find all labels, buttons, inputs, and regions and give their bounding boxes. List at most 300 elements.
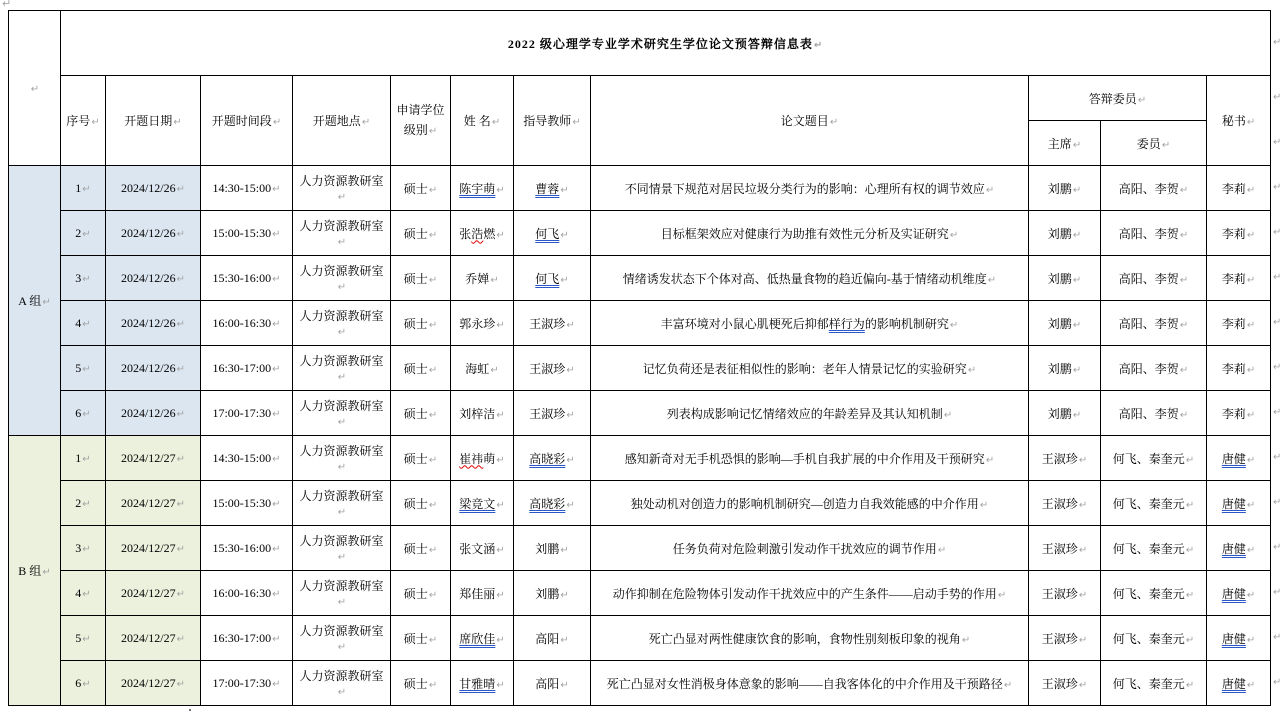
seq-cell[interactable]: [61, 436, 106, 481]
date-cell[interactable]: [106, 346, 201, 391]
thesis-title-cell[interactable]: [591, 661, 1029, 706]
place-cell[interactable]: [293, 526, 391, 571]
page-title[interactable]: [61, 11, 1271, 76]
marked-text: 席欣佳: [459, 631, 496, 646]
text: 2: [75, 225, 82, 240]
text: 刘鹏: [1047, 271, 1072, 286]
paragraph-mark-icon: ↵: [82, 543, 91, 555]
place-cell[interactable]: [293, 481, 391, 526]
paragraph-mark-icon: ↵: [272, 183, 281, 195]
text: 硕士: [403, 226, 428, 241]
paragraph-mark-icon: ↵: [272, 228, 281, 240]
thesis-title-cell[interactable]: [591, 391, 1029, 436]
paragraph-mark-icon: ↵: [1246, 274, 1256, 286]
secretary-cell[interactable]: [1207, 436, 1271, 481]
secretary-cell[interactable]: [1207, 616, 1271, 661]
time-cell[interactable]: [201, 661, 293, 706]
student-name-cell[interactable]: [451, 661, 514, 706]
marked-text: 梁竞文: [459, 496, 496, 511]
paragraph-mark-icon: ↵: [272, 117, 282, 128]
secretary-cell[interactable]: [1207, 481, 1271, 526]
place-cell[interactable]: [293, 391, 391, 436]
thesis-title-cell[interactable]: [591, 211, 1029, 256]
student-name-cell[interactable]: [451, 166, 514, 211]
paragraph-mark-icon: ↵: [173, 117, 182, 128]
paragraph-mark-icon: ↵: [337, 417, 347, 428]
header-place[interactable]: 开题地点↵: [293, 76, 391, 166]
time-cell[interactable]: [201, 571, 293, 616]
advisor-cell[interactable]: [514, 346, 591, 391]
table-row: [9, 301, 1271, 346]
header-degree[interactable]: 申请学位级别↵: [391, 76, 451, 166]
paragraph-mark-icon: ↵: [1078, 589, 1088, 601]
text: 独处动机对创造力的影响机制研究—创造力自我效能感的中介作用: [630, 496, 979, 511]
thesis-title-cell[interactable]: [591, 256, 1029, 301]
place-cell[interactable]: [293, 301, 391, 346]
paragraph-mark-icon: ↵: [1273, 226, 1281, 238]
thesis-title-cell[interactable]: [591, 481, 1029, 526]
time-cell[interactable]: [201, 256, 293, 301]
members-cell[interactable]: [1101, 436, 1207, 481]
header-seq[interactable]: 序号↵: [61, 76, 106, 166]
text: 情绪诱发状态下个体对高、低热量食物的趋近偏向-基于情绪动机维度: [622, 271, 987, 286]
seq-cell[interactable]: [61, 301, 106, 346]
text: 王淑珍: [1041, 631, 1078, 646]
members-cell[interactable]: [1101, 256, 1207, 301]
text: 硕士: [403, 406, 428, 421]
paragraph-mark-icon: ↵: [1072, 274, 1082, 286]
place-cell[interactable]: [293, 661, 391, 706]
paragraph-mark-icon: ↵: [490, 274, 499, 286]
header-chair[interactable]: 主席↵: [1029, 121, 1101, 166]
table-row: [9, 211, 1271, 256]
header-committee[interactable]: 答辩委员↵: [1029, 76, 1207, 121]
text: 3: [75, 540, 82, 555]
predefense-info-table: [8, 10, 1271, 706]
advisor-cell[interactable]: [514, 481, 591, 526]
paragraph-mark-icon: ↵: [1072, 409, 1082, 421]
student-name-cell[interactable]: [451, 571, 514, 616]
degree-cell[interactable]: [391, 391, 451, 436]
time-cell[interactable]: [201, 391, 293, 436]
text: 列表构成影响记忆情绪效应的年龄差异及其认知机制: [666, 406, 943, 421]
paragraph-mark-icon: ↵: [1078, 454, 1088, 466]
table-row: [9, 481, 1271, 526]
paragraph-mark-icon: ↵: [572, 117, 581, 128]
advisor-cell[interactable]: [514, 301, 591, 346]
paragraph-mark-icon: ↵: [428, 544, 438, 556]
advisor-cell[interactable]: [514, 211, 591, 256]
student-name-cell[interactable]: [451, 616, 514, 661]
paragraph-mark-icon: ↵: [176, 588, 186, 600]
members-cell[interactable]: [1101, 481, 1207, 526]
paragraph-mark-icon: ↵: [560, 634, 569, 646]
text: 任务负荷对危险刺激引发动作干扰效应的调节作用: [672, 541, 937, 556]
advisor-cell[interactable]: [514, 616, 591, 661]
paragraph-mark-icon: ↵: [42, 297, 51, 308]
text: 乔婵: [465, 271, 490, 286]
paragraph-mark-icon: ↵: [1246, 544, 1256, 556]
paragraph-mark-icon: ↵: [337, 507, 347, 518]
text: 2024/12/27: [120, 450, 176, 465]
advisor-cell[interactable]: [514, 571, 591, 616]
paragraph-mark-icon: ↵: [997, 589, 1007, 601]
paragraph-mark-icon: ↵: [1246, 499, 1256, 511]
secretary-cell[interactable]: [1207, 301, 1271, 346]
secretary-cell[interactable]: [1207, 661, 1271, 706]
degree-cell[interactable]: [391, 256, 451, 301]
text: 硕士: [403, 586, 428, 601]
date-cell[interactable]: [106, 616, 201, 661]
paragraph-mark-icon: ↵: [82, 678, 91, 690]
header-name[interactable]: 姓 名↵: [451, 76, 514, 166]
group-cell[interactable]: [9, 436, 61, 706]
advisor-cell[interactable]: [514, 526, 591, 571]
student-name-cell[interactable]: [451, 346, 514, 391]
text: 硕士: [403, 271, 428, 286]
place-cell[interactable]: [293, 616, 391, 661]
text: 丰富环境对小鼠心肌梗死后抑郁: [660, 316, 829, 331]
table-row: [9, 346, 1271, 391]
date-cell[interactable]: [106, 526, 201, 571]
seq-cell[interactable]: [61, 571, 106, 616]
paragraph-mark-icon: ↵: [428, 454, 438, 466]
seq-cell[interactable]: [61, 166, 106, 211]
seq-cell[interactable]: [61, 526, 106, 571]
marked-text: 唐健: [1221, 586, 1246, 601]
table-row: [9, 166, 1271, 211]
text: 高阳、李贺: [1118, 406, 1179, 421]
paragraph-mark-icon: ↵: [337, 642, 347, 653]
student-name-cell[interactable]: [451, 391, 514, 436]
chair-cell[interactable]: [1029, 571, 1101, 616]
degree-cell[interactable]: [391, 301, 451, 346]
degree-cell[interactable]: [391, 571, 451, 616]
paragraph-mark-icon: ↵: [428, 499, 438, 511]
student-name-cell[interactable]: [451, 256, 514, 301]
header-advisor[interactable]: 指导教师↵: [514, 76, 591, 166]
members-cell[interactable]: [1101, 346, 1207, 391]
members-cell[interactable]: [1101, 211, 1207, 256]
paragraph-mark-icon: ↵: [1072, 139, 1082, 151]
place-cell[interactable]: [293, 571, 391, 616]
group-cell[interactable]: [9, 166, 61, 436]
seq-cell[interactable]: [61, 481, 106, 526]
members-cell[interactable]: [1101, 526, 1207, 571]
text: 15:30-16:00: [212, 540, 272, 555]
seq-cell[interactable]: [61, 211, 106, 256]
thesis-title-cell[interactable]: [591, 571, 1029, 616]
paragraph-mark-icon: ↵: [337, 462, 347, 473]
paragraph-mark-icon: ↵: [1179, 184, 1189, 196]
thesis-title-cell[interactable]: [591, 166, 1029, 211]
text: 李莉: [1221, 406, 1246, 421]
place-cell[interactable]: [293, 256, 391, 301]
advisor-cell[interactable]: [514, 166, 591, 211]
degree-cell[interactable]: [391, 436, 451, 481]
paragraph-mark-icon: ↵: [566, 499, 575, 511]
paragraph-mark-icon: ↵: [496, 184, 505, 196]
paragraph-mark-icon: ↵: [176, 183, 186, 195]
time-cell[interactable]: [201, 436, 293, 481]
place-cell[interactable]: [293, 436, 391, 481]
date-cell[interactable]: [106, 391, 201, 436]
date-cell[interactable]: [106, 256, 201, 301]
time-cell[interactable]: [201, 166, 293, 211]
secretary-cell[interactable]: [1207, 346, 1271, 391]
marked-text: 唐健: [1221, 676, 1246, 691]
thesis-title-cell[interactable]: [591, 436, 1029, 481]
text: 15:00-15:30: [212, 495, 272, 510]
chair-cell[interactable]: [1029, 301, 1101, 346]
text: 2024/12/27: [120, 495, 176, 510]
text: 郑佳丽: [459, 586, 496, 601]
seq-cell[interactable]: [61, 256, 106, 301]
chair-cell[interactable]: [1029, 211, 1101, 256]
text: 硕士: [403, 361, 428, 376]
degree-cell[interactable]: [391, 616, 451, 661]
paragraph-mark-icon: ↵: [979, 499, 989, 511]
text: 硕士: [403, 631, 428, 646]
members-cell[interactable]: [1101, 661, 1207, 706]
advisor-cell[interactable]: [514, 436, 591, 481]
chair-cell[interactable]: [1029, 436, 1101, 481]
paragraph-mark-icon: ↵: [560, 544, 569, 556]
text: 何飞、秦奎元: [1112, 451, 1185, 466]
text: 海虹: [465, 361, 490, 376]
seq-cell[interactable]: [61, 346, 106, 391]
paragraph-mark-icon: ↵: [1246, 117, 1256, 128]
thesis-title-cell[interactable]: [591, 616, 1029, 661]
seq-cell[interactable]: [61, 391, 106, 436]
text: 刘鹏: [1047, 226, 1072, 241]
date-cell[interactable]: [106, 661, 201, 706]
paragraph-mark-icon: ↵: [428, 364, 438, 376]
paragraph-mark-icon: ↵: [1273, 316, 1281, 328]
text: 1: [75, 450, 82, 465]
paragraph-mark-icon: ↵: [272, 678, 281, 690]
time-cell[interactable]: [201, 526, 293, 571]
seq-cell[interactable]: [61, 661, 106, 706]
text: 硕士: [403, 316, 428, 331]
text: 王淑珍: [1041, 676, 1078, 691]
paragraph-mark-icon: ↵: [1273, 91, 1281, 103]
paragraph-mark-icon: ↵: [1246, 364, 1256, 376]
text: 刘鹏: [1047, 361, 1072, 376]
paragraph-mark-icon: ↵: [1185, 544, 1195, 556]
thesis-title-cell[interactable]: [591, 301, 1029, 346]
paragraph-mark-icon: ↵: [496, 454, 505, 466]
text: 5: [75, 630, 82, 645]
secretary-cell[interactable]: [1207, 526, 1271, 571]
text: 高阳、李贺: [1118, 316, 1179, 331]
header-secretary[interactable]: 秘书↵: [1207, 76, 1271, 166]
paragraph-mark-icon: ↵: [1161, 139, 1171, 151]
text: 3: [75, 270, 82, 285]
paragraph-mark-icon: ↵: [813, 39, 824, 51]
members-cell[interactable]: [1101, 616, 1207, 661]
paragraph-mark-icon: ↵: [428, 274, 438, 286]
paragraph-mark-icon: ↵: [272, 318, 281, 330]
marked-text: 何飞: [535, 226, 560, 241]
paragraph-mark-icon: ↵: [176, 543, 186, 555]
text: 硕士: [403, 451, 428, 466]
student-name-cell[interactable]: [451, 301, 514, 346]
student-name-cell[interactable]: [451, 481, 514, 526]
paragraph-mark-icon: ↵: [496, 319, 505, 331]
student-name-cell[interactable]: [451, 211, 514, 256]
table-row: [9, 661, 1271, 706]
advisor-cell[interactable]: [514, 661, 591, 706]
thesis-title-cell[interactable]: [591, 526, 1029, 571]
thesis-title-cell[interactable]: [591, 346, 1029, 391]
time-cell[interactable]: [201, 301, 293, 346]
student-name-cell[interactable]: [451, 436, 514, 481]
text: 2024/12/27: [120, 675, 176, 690]
degree-cell[interactable]: [391, 526, 451, 571]
secretary-cell[interactable]: [1207, 571, 1271, 616]
header-date[interactable]: 开题日期↵: [106, 76, 201, 166]
paragraph-mark-icon: ↵: [1185, 499, 1195, 511]
paragraph-mark-icon: ↵: [428, 634, 438, 646]
paragraph-mark-icon: ↵: [272, 453, 281, 465]
marked-text: 唐健: [1221, 541, 1246, 556]
chair-cell[interactable]: [1029, 391, 1101, 436]
chair-cell[interactable]: [1029, 256, 1101, 301]
paragraph-mark-icon: ↵: [82, 318, 91, 330]
paragraph-mark-icon: ↵: [560, 184, 569, 196]
marked-text: 样行为: [828, 316, 865, 331]
date-cell[interactable]: [106, 301, 201, 346]
chair-cell[interactable]: [1029, 481, 1101, 526]
text: 刘鹏: [1047, 316, 1072, 331]
degree-cell[interactable]: [391, 661, 451, 706]
advisor-cell[interactable]: [514, 256, 591, 301]
text: 李莉: [1221, 226, 1246, 241]
header-thesis[interactable]: 论文题目↵: [591, 76, 1029, 166]
paragraph-mark-icon: ↵: [491, 117, 501, 128]
paragraph-mark-icon: ↵: [82, 183, 91, 195]
text: 李莉: [1221, 181, 1246, 196]
paragraph-mark-icon: ↵: [176, 408, 186, 420]
paragraph-mark-icon: ↵: [428, 184, 438, 196]
corner-empty-cell[interactable]: [9, 11, 61, 166]
time-cell[interactable]: [201, 616, 293, 661]
degree-cell[interactable]: [391, 481, 451, 526]
members-cell[interactable]: [1101, 571, 1207, 616]
paragraph-mark-icon: ↵: [560, 274, 569, 286]
paragraph-mark-icon: ↵: [428, 125, 438, 137]
paragraph-mark-icon: ↵: [337, 597, 347, 608]
paragraph-mark-icon: ↵: [337, 327, 347, 338]
paragraph-mark-icon: ↵: [1179, 229, 1189, 241]
chair-cell[interactable]: [1029, 346, 1101, 391]
time-cell[interactable]: [201, 346, 293, 391]
paragraph-mark-icon: ↵: [1179, 409, 1189, 421]
text: 刘鹏: [1047, 181, 1072, 196]
place-cell[interactable]: [293, 211, 391, 256]
time-cell[interactable]: [201, 211, 293, 256]
seq-cell[interactable]: [61, 616, 106, 661]
chair-cell[interactable]: [1029, 526, 1101, 571]
text: 张文涵: [459, 541, 496, 556]
chair-cell[interactable]: [1029, 616, 1101, 661]
paragraph-mark-icon: ↵: [496, 589, 505, 601]
place-cell[interactable]: [293, 346, 391, 391]
degree-cell[interactable]: [391, 346, 451, 391]
chair-cell[interactable]: [1029, 166, 1101, 211]
paragraph-mark-icon: ↵: [176, 363, 186, 375]
paragraph-mark-icon: ↵: [943, 409, 953, 421]
paragraph-mark-icon: ↵: [176, 498, 186, 510]
place-cell[interactable]: [293, 166, 391, 211]
text: 5: [75, 360, 82, 375]
members-cell[interactable]: [1101, 391, 1207, 436]
paragraph-mark-icon: ↵: [829, 117, 839, 128]
header-time[interactable]: 开题时间段↵: [201, 76, 293, 166]
secretary-cell[interactable]: [1207, 256, 1271, 301]
text: 16:30-17:00: [212, 360, 272, 375]
members-cell[interactable]: [1101, 166, 1207, 211]
text: 刘鹏: [1047, 406, 1072, 421]
text: 人力资源教研室: [299, 444, 384, 458]
date-cell[interactable]: [106, 571, 201, 616]
date-cell[interactable]: [106, 211, 201, 256]
paragraph-mark-icon: ↵: [1246, 454, 1256, 466]
text: 刘鹏: [535, 586, 560, 601]
paragraph-mark-icon: ↵: [985, 184, 995, 196]
text: 动作抑制在危险物体引发动作干扰效应中的产生条件——启动手势的作用: [612, 586, 997, 601]
time-cell[interactable]: [201, 481, 293, 526]
paragraph-mark-icon: ↵: [1273, 676, 1281, 688]
text: 16:00-16:30: [212, 315, 272, 330]
paragraph-mark-icon: ↵: [560, 679, 569, 691]
text: 不同情景下规范对居民垃圾分类行为的影响：心理所有权的调节效应: [624, 181, 985, 196]
paragraph-mark-icon: ↵: [91, 117, 100, 128]
paragraph-mark-icon: ↵: [1246, 634, 1256, 646]
paragraph-mark-icon: ↵: [1185, 634, 1195, 646]
date-cell[interactable]: [106, 436, 201, 481]
paragraph-mark-icon: ↵: [428, 679, 438, 691]
marked-text: 唐健: [1221, 631, 1246, 646]
text: 人力资源教研室: [299, 309, 384, 323]
header-member[interactable]: 委员↵: [1101, 121, 1207, 166]
advisor-cell[interactable]: [514, 391, 591, 436]
text: 何飞、秦奎元: [1112, 541, 1185, 556]
degree-cell[interactable]: [391, 166, 451, 211]
degree-cell[interactable]: [391, 211, 451, 256]
chair-cell[interactable]: [1029, 661, 1101, 706]
marked-text: 甘雅晴: [459, 676, 496, 691]
text: 李莉: [1221, 271, 1246, 286]
secretary-cell[interactable]: [1207, 391, 1271, 436]
date-cell[interactable]: [106, 166, 201, 211]
paragraph-mark-icon: ↵: [566, 319, 575, 331]
date-cell[interactable]: [106, 481, 201, 526]
text: A 组: [18, 294, 42, 308]
members-cell[interactable]: [1101, 301, 1207, 346]
marked-text: 浩: [471, 226, 484, 241]
paragraph-mark-icon: ↵: [1185, 679, 1195, 691]
text: 硕士: [403, 541, 428, 556]
secretary-cell[interactable]: [1207, 166, 1271, 211]
paragraph-mark-icon: ↵: [176, 273, 186, 285]
paragraph-mark-icon: ↵: [496, 229, 505, 241]
student-name-cell[interactable]: [451, 526, 514, 571]
paragraph-mark-icon: ↵: [1246, 409, 1256, 421]
text: 人力资源教研室: [299, 264, 384, 278]
secretary-cell[interactable]: [1207, 211, 1271, 256]
